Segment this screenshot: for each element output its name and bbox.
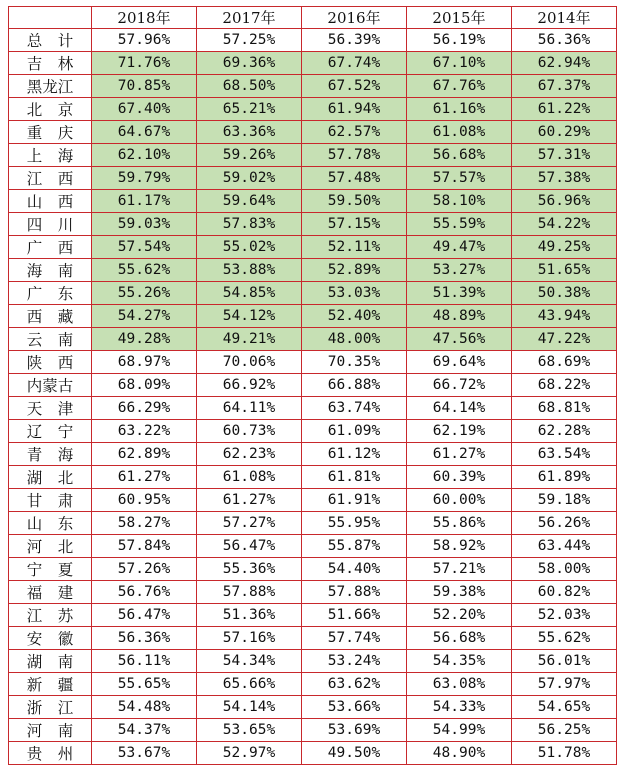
value-cell: 55.62% <box>512 627 617 650</box>
value-cell: 51.36% <box>197 604 302 627</box>
value-cell: 49.50% <box>302 742 407 765</box>
value-cell: 53.88% <box>197 259 302 282</box>
value-cell: 56.47% <box>197 535 302 558</box>
value-cell: 67.10% <box>407 52 512 75</box>
table-row <box>9 742 617 765</box>
row-label: 河 南 <box>9 719 92 742</box>
row-label: 四 川 <box>9 213 92 236</box>
value-cell: 64.11% <box>197 397 302 420</box>
value-cell: 63.44% <box>512 535 617 558</box>
row-label: 云 南 <box>9 328 92 351</box>
row-label: 海 南 <box>9 259 92 282</box>
value-cell: 57.57% <box>407 167 512 190</box>
row-label: 贵 州 <box>9 742 92 765</box>
value-cell: 57.78% <box>302 144 407 167</box>
value-cell: 43.94% <box>512 305 617 328</box>
row-label: 河 北 <box>9 535 92 558</box>
value-cell: 57.54% <box>92 236 197 259</box>
table-row <box>9 420 617 443</box>
value-cell: 47.56% <box>407 328 512 351</box>
value-cell: 63.36% <box>197 121 302 144</box>
value-cell: 66.29% <box>92 397 197 420</box>
value-cell: 61.27% <box>407 443 512 466</box>
row-label: 甘 肃 <box>9 489 92 512</box>
value-cell: 60.73% <box>197 420 302 443</box>
value-cell: 52.89% <box>302 259 407 282</box>
table-row <box>9 650 617 673</box>
value-cell: 54.85% <box>197 282 302 305</box>
value-cell: 53.65% <box>197 719 302 742</box>
value-cell: 54.65% <box>512 696 617 719</box>
value-cell: 62.19% <box>407 420 512 443</box>
table-row <box>9 535 617 558</box>
row-label: 湖 北 <box>9 466 92 489</box>
value-cell: 61.12% <box>302 443 407 466</box>
row-label: 山 东 <box>9 512 92 535</box>
row-label: 福 建 <box>9 581 92 604</box>
value-cell: 61.89% <box>512 466 617 489</box>
value-cell: 52.97% <box>197 742 302 765</box>
value-cell: 69.36% <box>197 52 302 75</box>
value-cell: 57.21% <box>407 558 512 581</box>
row-label: 青 海 <box>9 443 92 466</box>
value-cell: 47.22% <box>512 328 617 351</box>
value-cell: 71.76% <box>92 52 197 75</box>
value-cell: 61.27% <box>92 466 197 489</box>
value-cell: 57.88% <box>302 581 407 604</box>
value-cell: 51.65% <box>512 259 617 282</box>
value-cell: 57.96% <box>92 29 197 52</box>
value-cell: 58.10% <box>407 190 512 213</box>
value-cell: 48.89% <box>407 305 512 328</box>
value-cell: 57.25% <box>197 29 302 52</box>
value-cell: 53.67% <box>92 742 197 765</box>
value-cell: 55.95% <box>302 512 407 535</box>
value-cell: 68.69% <box>512 351 617 374</box>
value-cell: 54.34% <box>197 650 302 673</box>
table-row <box>9 190 617 213</box>
value-cell: 67.74% <box>302 52 407 75</box>
value-cell: 56.25% <box>512 719 617 742</box>
row-label: 内蒙古 <box>9 374 92 397</box>
value-cell: 55.26% <box>92 282 197 305</box>
row-label: 江 西 <box>9 167 92 190</box>
row-label: 安 徽 <box>9 627 92 650</box>
column-header: 2015年 <box>407 7 512 29</box>
value-cell: 58.92% <box>407 535 512 558</box>
table-container <box>8 6 617 765</box>
value-cell: 63.08% <box>407 673 512 696</box>
value-cell: 56.68% <box>407 144 512 167</box>
value-cell: 56.11% <box>92 650 197 673</box>
table-row <box>9 489 617 512</box>
value-cell: 53.66% <box>302 696 407 719</box>
value-cell: 59.02% <box>197 167 302 190</box>
table-row <box>9 351 617 374</box>
value-cell: 52.03% <box>512 604 617 627</box>
value-cell: 55.36% <box>197 558 302 581</box>
table-row <box>9 213 617 236</box>
table-row <box>9 673 617 696</box>
value-cell: 59.79% <box>92 167 197 190</box>
value-cell: 61.94% <box>302 98 407 121</box>
value-cell: 61.09% <box>302 420 407 443</box>
value-cell: 65.21% <box>197 98 302 121</box>
value-cell: 70.85% <box>92 75 197 98</box>
value-cell: 67.76% <box>407 75 512 98</box>
value-cell: 63.54% <box>512 443 617 466</box>
table-row <box>9 604 617 627</box>
value-cell: 54.14% <box>197 696 302 719</box>
table-row <box>9 397 617 420</box>
value-cell: 61.27% <box>197 489 302 512</box>
value-cell: 68.09% <box>92 374 197 397</box>
value-cell: 59.64% <box>197 190 302 213</box>
table-row <box>9 52 617 75</box>
table-row <box>9 443 617 466</box>
value-cell: 69.64% <box>407 351 512 374</box>
value-cell: 62.28% <box>512 420 617 443</box>
row-label: 山 西 <box>9 190 92 213</box>
value-cell: 48.90% <box>407 742 512 765</box>
value-cell: 54.27% <box>92 305 197 328</box>
value-cell: 58.00% <box>512 558 617 581</box>
value-cell: 62.10% <box>92 144 197 167</box>
row-label: 北 京 <box>9 98 92 121</box>
table-row <box>9 466 617 489</box>
value-cell: 56.01% <box>512 650 617 673</box>
row-label: 江 苏 <box>9 604 92 627</box>
value-cell: 60.00% <box>407 489 512 512</box>
value-cell: 60.29% <box>512 121 617 144</box>
value-cell: 55.62% <box>92 259 197 282</box>
value-cell: 53.24% <box>302 650 407 673</box>
value-cell: 53.69% <box>302 719 407 742</box>
value-cell: 50.38% <box>512 282 617 305</box>
value-cell: 56.36% <box>512 29 617 52</box>
row-label: 黑龙江 <box>9 75 92 98</box>
value-cell: 63.62% <box>302 673 407 696</box>
value-cell: 61.08% <box>407 121 512 144</box>
value-cell: 57.16% <box>197 627 302 650</box>
value-cell: 55.65% <box>92 673 197 696</box>
value-cell: 68.97% <box>92 351 197 374</box>
value-cell: 55.87% <box>302 535 407 558</box>
value-cell: 66.92% <box>197 374 302 397</box>
value-cell: 65.66% <box>197 673 302 696</box>
column-header: 2018年 <box>92 7 197 29</box>
value-cell: 54.48% <box>92 696 197 719</box>
value-cell: 52.11% <box>302 236 407 259</box>
value-cell: 56.26% <box>512 512 617 535</box>
value-cell: 64.67% <box>92 121 197 144</box>
value-cell: 62.23% <box>197 443 302 466</box>
row-label: 陕 西 <box>9 351 92 374</box>
table-row <box>9 627 617 650</box>
value-cell: 67.40% <box>92 98 197 121</box>
value-cell: 55.02% <box>197 236 302 259</box>
value-cell: 57.88% <box>197 581 302 604</box>
value-cell: 49.47% <box>407 236 512 259</box>
value-cell: 52.40% <box>302 305 407 328</box>
row-label: 浙 江 <box>9 696 92 719</box>
column-header: 2014年 <box>512 7 617 29</box>
row-label: 湖 南 <box>9 650 92 673</box>
value-cell: 56.19% <box>407 29 512 52</box>
data-table <box>8 6 617 765</box>
table-row <box>9 374 617 397</box>
value-cell: 64.14% <box>407 397 512 420</box>
value-cell: 70.06% <box>197 351 302 374</box>
value-cell: 54.99% <box>407 719 512 742</box>
value-cell: 57.15% <box>302 213 407 236</box>
value-cell: 59.38% <box>407 581 512 604</box>
value-cell: 57.48% <box>302 167 407 190</box>
table-row <box>9 719 617 742</box>
value-cell: 63.22% <box>92 420 197 443</box>
value-cell: 56.39% <box>302 29 407 52</box>
value-cell: 61.17% <box>92 190 197 213</box>
table-row <box>9 558 617 581</box>
value-cell: 56.96% <box>512 190 617 213</box>
value-cell: 59.26% <box>197 144 302 167</box>
value-cell: 54.35% <box>407 650 512 673</box>
table-row <box>9 144 617 167</box>
value-cell: 48.00% <box>302 328 407 351</box>
table-row <box>9 328 617 351</box>
value-cell: 56.68% <box>407 627 512 650</box>
value-cell: 61.22% <box>512 98 617 121</box>
table-row <box>9 581 617 604</box>
row-label: 辽 宁 <box>9 420 92 443</box>
value-cell: 68.22% <box>512 374 617 397</box>
row-label: 总 计 <box>9 29 92 52</box>
value-cell: 61.16% <box>407 98 512 121</box>
value-cell: 61.81% <box>302 466 407 489</box>
value-cell: 57.26% <box>92 558 197 581</box>
value-cell: 59.50% <box>302 190 407 213</box>
table-row <box>9 259 617 282</box>
table-row <box>9 29 617 52</box>
value-cell: 67.37% <box>512 75 617 98</box>
value-cell: 54.22% <box>512 213 617 236</box>
row-label: 上 海 <box>9 144 92 167</box>
value-cell: 53.03% <box>302 282 407 305</box>
table-row <box>9 121 617 144</box>
row-label: 重 庆 <box>9 121 92 144</box>
corner-cell <box>9 7 92 29</box>
value-cell: 51.66% <box>302 604 407 627</box>
value-cell: 49.21% <box>197 328 302 351</box>
value-cell: 53.27% <box>407 259 512 282</box>
row-label: 广 西 <box>9 236 92 259</box>
row-label: 宁 夏 <box>9 558 92 581</box>
table-row <box>9 167 617 190</box>
value-cell: 61.08% <box>197 466 302 489</box>
value-cell: 56.76% <box>92 581 197 604</box>
table-row <box>9 236 617 259</box>
value-cell: 67.52% <box>302 75 407 98</box>
value-cell: 58.27% <box>92 512 197 535</box>
table-row <box>9 282 617 305</box>
value-cell: 55.59% <box>407 213 512 236</box>
value-cell: 57.27% <box>197 512 302 535</box>
value-cell: 62.57% <box>302 121 407 144</box>
value-cell: 70.35% <box>302 351 407 374</box>
value-cell: 57.74% <box>302 627 407 650</box>
table-row <box>9 512 617 535</box>
value-cell: 54.12% <box>197 305 302 328</box>
value-cell: 51.78% <box>512 742 617 765</box>
value-cell: 57.84% <box>92 535 197 558</box>
value-cell: 60.82% <box>512 581 617 604</box>
table-row <box>9 75 617 98</box>
value-cell: 49.25% <box>512 236 617 259</box>
value-cell: 60.39% <box>407 466 512 489</box>
value-cell: 51.39% <box>407 282 512 305</box>
value-cell: 54.40% <box>302 558 407 581</box>
value-cell: 59.18% <box>512 489 617 512</box>
value-cell: 62.89% <box>92 443 197 466</box>
row-label: 西 藏 <box>9 305 92 328</box>
value-cell: 57.97% <box>512 673 617 696</box>
value-cell: 57.31% <box>512 144 617 167</box>
value-cell: 66.88% <box>302 374 407 397</box>
value-cell: 57.83% <box>197 213 302 236</box>
column-header: 2016年 <box>302 7 407 29</box>
row-label: 天 津 <box>9 397 92 420</box>
value-cell: 57.38% <box>512 167 617 190</box>
value-cell: 60.95% <box>92 489 197 512</box>
value-cell: 55.86% <box>407 512 512 535</box>
value-cell: 56.36% <box>92 627 197 650</box>
table-row <box>9 98 617 121</box>
value-cell: 62.94% <box>512 52 617 75</box>
row-label: 新 疆 <box>9 673 92 696</box>
value-cell: 68.50% <box>197 75 302 98</box>
header-row <box>9 7 617 29</box>
value-cell: 59.03% <box>92 213 197 236</box>
value-cell: 61.91% <box>302 489 407 512</box>
value-cell: 52.20% <box>407 604 512 627</box>
value-cell: 49.28% <box>92 328 197 351</box>
table-row <box>9 305 617 328</box>
value-cell: 68.81% <box>512 397 617 420</box>
value-cell: 66.72% <box>407 374 512 397</box>
row-label: 广 东 <box>9 282 92 305</box>
row-label: 吉 林 <box>9 52 92 75</box>
value-cell: 63.74% <box>302 397 407 420</box>
column-header: 2017年 <box>197 7 302 29</box>
table-row <box>9 696 617 719</box>
value-cell: 56.47% <box>92 604 197 627</box>
value-cell: 54.33% <box>407 696 512 719</box>
value-cell: 54.37% <box>92 719 197 742</box>
